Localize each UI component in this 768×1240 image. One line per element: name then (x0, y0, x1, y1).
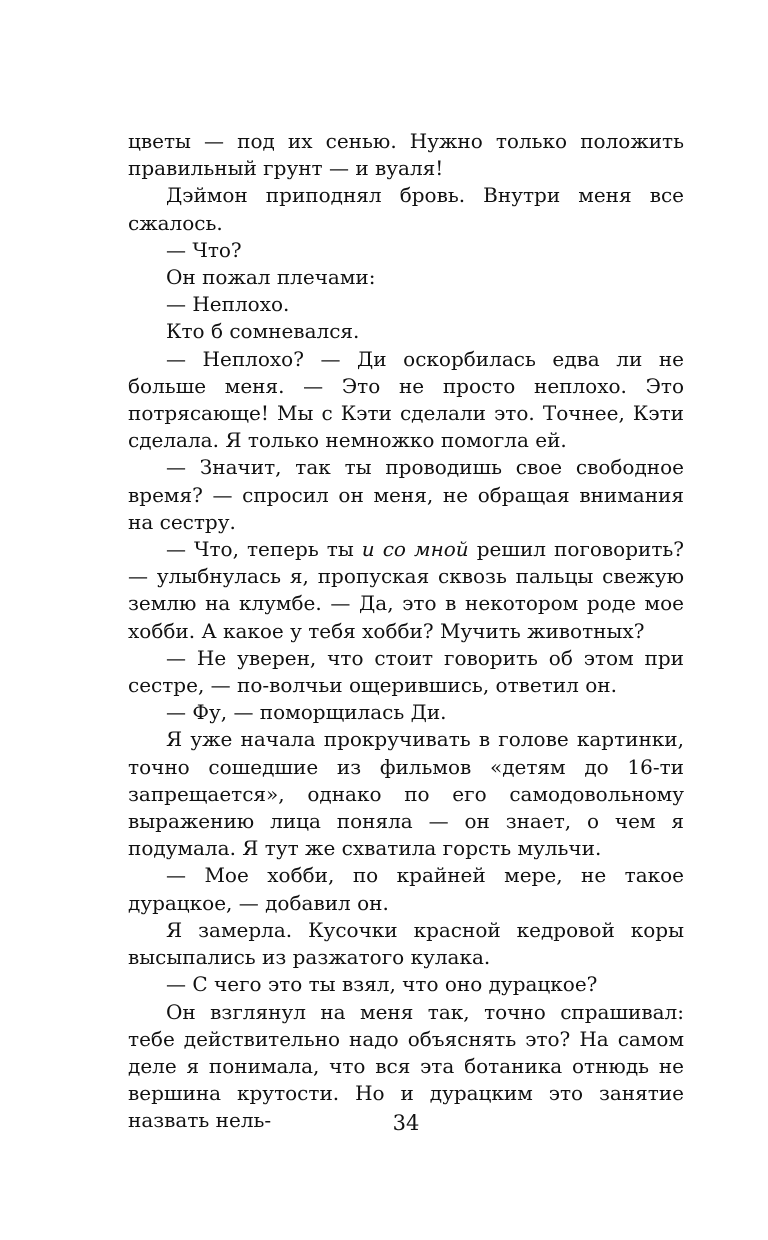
page-number: 34 (392, 1111, 420, 1135)
paragraph: Он взглянул на меня так, точно спрашивал: тебе действительно надо объяснять это? На самом деле я понимала, что вся эта ботаника отнюдь не вершина крутости. Но и дурацким это занятие назвать нель- (128, 999, 684, 1133)
paragraph-text-before: — Что, теперь ты (166, 537, 362, 562)
paragraph: — Фу, — поморщилась Ди. (166, 700, 447, 725)
paragraph: — Что? (166, 237, 242, 262)
paragraph: Кто б сомневался. (166, 319, 360, 344)
paragraph-text-after: решил поговорить? — улыбнулась я, пропуская сквозь пальцы свежую землю на клумбе. — Да, это в некотором роде мое хобби. А какое у тебя хобби? Мучить животных? (128, 537, 685, 643)
paragraph-with-italic (128, 536, 684, 645)
paragraph: — Мое хобби, по крайней мере, не такое дурацкое, — добавил он. (128, 863, 684, 915)
paragraph: Он пожал плечами: (166, 265, 376, 290)
paragraph: — Значит, так ты проводишь свое свободное время? — спросил он меня, не обращая внимания на сестру. (128, 455, 684, 534)
paragraph: — Неплохо? — Ди оскорбилась едва ли не больше меня. — Это не просто неплохо. Это потрясающе! Мы с Кэти сделали это. Точнее, Кэти сделала. Я только немножко помогла ей. (128, 346, 684, 453)
paragraph: Я уже начала прокручивать в голове картинки, точно сошедшие из фильмов «детям до 16-ти запрещается», однако по его самодовольному выражению лица поняла — он знает, о чем я подумала. Я тут же схватила горсть мульчи. (128, 727, 684, 861)
paragraph: Дэймон приподнял бровь. Внутри меня все сжалось. (128, 183, 684, 235)
italic-phrase: и со мной (361, 537, 469, 562)
paragraph: цветы — под их сенью. Нужно только положить правильный грунт — и вуаля! (128, 129, 684, 181)
paragraph: — Не уверен, что стоит говорить об этом при сестре, — по-волчьи ощерившись, ответил он. (128, 645, 684, 698)
paragraph: Я замерла. Кусочки красной кедровой коры высыпались из разжатого кулака. (128, 917, 684, 970)
body-text (128, 128, 684, 1135)
paragraph: — С чего это ты взял, что оно дурацкое? (166, 972, 598, 997)
paragraph: — Неплохо. (166, 292, 290, 317)
